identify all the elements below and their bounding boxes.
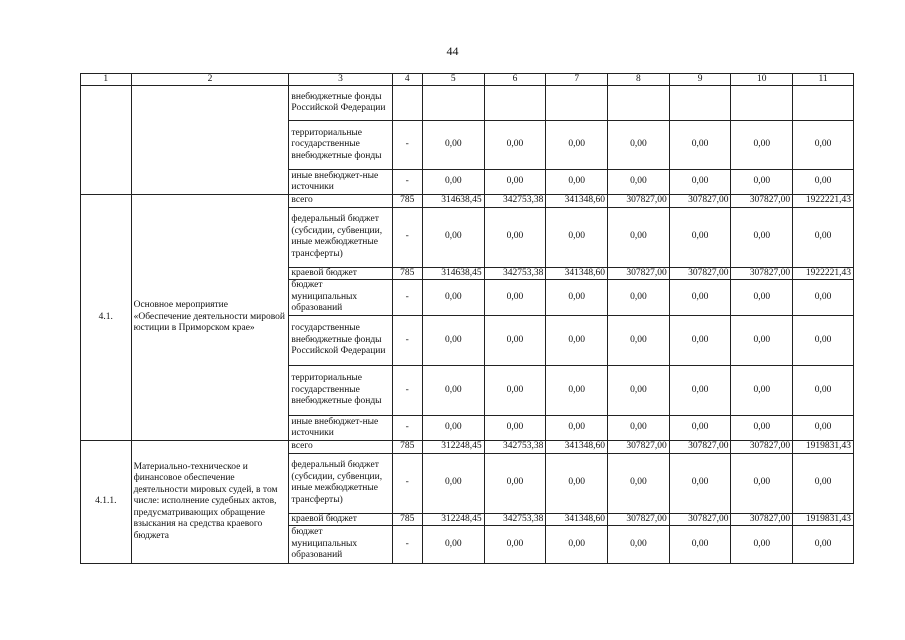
code-cell: 4.1. xyxy=(81,195,132,441)
table-cell: - xyxy=(392,526,422,564)
empty-cell xyxy=(546,86,608,121)
table-cell: 307827,00 xyxy=(608,195,670,208)
table-cell: - xyxy=(392,366,422,416)
table-cell: 0,00 xyxy=(731,207,793,267)
table-cell: 341348,60 xyxy=(546,441,608,454)
source-cell: федеральный бюджет (субсидии, субвенции, иные межбюджетные трансферты) xyxy=(289,207,392,267)
table-cell: 0,00 xyxy=(422,207,484,267)
table-cell: 0,00 xyxy=(546,170,608,195)
table-cell: 0,00 xyxy=(422,170,484,195)
table-cell: 785 xyxy=(392,267,422,280)
table-cell: 314638,45 xyxy=(422,195,484,208)
table-cell: 0,00 xyxy=(669,366,731,416)
event-cell: Основное мероприятие «Обеспечение деятельности мировой юстиции в Приморском крае» xyxy=(131,195,289,441)
empty-cell xyxy=(392,86,422,121)
table-cell: 0,00 xyxy=(793,280,854,316)
table-cell: 307827,00 xyxy=(731,195,793,208)
table-cell: 0,00 xyxy=(608,526,670,564)
col-header-3: 3 xyxy=(289,74,392,86)
header-row xyxy=(81,74,854,86)
table-cell: 0,00 xyxy=(484,170,546,195)
table-cell: - xyxy=(392,207,422,267)
col-header-9: 9 xyxy=(669,74,731,86)
table-cell: 342753,38 xyxy=(484,441,546,454)
table-cell: 0,00 xyxy=(669,453,731,513)
col-header-2: 2 xyxy=(131,74,289,86)
table-cell: 785 xyxy=(392,195,422,208)
col-header-6: 6 xyxy=(484,74,546,86)
empty-cell xyxy=(608,86,670,121)
table-cell: 307827,00 xyxy=(669,441,731,454)
empty-cell xyxy=(669,86,731,121)
table-cell: 342753,38 xyxy=(484,513,546,526)
budget-table xyxy=(80,73,854,564)
table-cell: 307827,00 xyxy=(731,513,793,526)
table-cell: 307827,00 xyxy=(669,513,731,526)
table-cell: 1922221,43 xyxy=(793,267,854,280)
source-cell: иные внебюджет-ные источники xyxy=(289,170,392,195)
table-cell: - xyxy=(392,416,422,441)
table-cell: 0,00 xyxy=(793,170,854,195)
table-cell: 341348,60 xyxy=(546,195,608,208)
source-cell: внебюджетные фонды Российской Федерации xyxy=(289,86,392,121)
table-cell: 342753,38 xyxy=(484,267,546,280)
event-cell xyxy=(131,86,289,195)
empty-cell xyxy=(484,86,546,121)
source-cell: всего xyxy=(289,195,392,208)
table-cell: 1919831,43 xyxy=(793,441,854,454)
table-cell: 0,00 xyxy=(793,366,854,416)
table-cell: 0,00 xyxy=(484,526,546,564)
table-cell: 0,00 xyxy=(484,416,546,441)
table-cell: 0,00 xyxy=(731,416,793,441)
page-number: 44 xyxy=(446,44,459,58)
table-cell: 0,00 xyxy=(422,416,484,441)
table-cell: 0,00 xyxy=(546,416,608,441)
table-row xyxy=(81,195,854,208)
source-cell: всего xyxy=(289,441,392,454)
table-cell: - xyxy=(392,453,422,513)
table-cell: 0,00 xyxy=(731,366,793,416)
table-cell: 0,00 xyxy=(793,316,854,366)
table-cell: 312248,45 xyxy=(422,513,484,526)
table-cell: 0,00 xyxy=(546,526,608,564)
table-cell: 307827,00 xyxy=(669,195,731,208)
table-cell: 314638,45 xyxy=(422,267,484,280)
table-cell: 0,00 xyxy=(669,316,731,366)
source-cell: краевой бюджет xyxy=(289,513,392,526)
table-cell: 307827,00 xyxy=(731,267,793,280)
table-cell: - xyxy=(392,280,422,316)
code-cell: 4.1.1. xyxy=(81,441,132,564)
table-cell: 0,00 xyxy=(669,170,731,195)
table-cell: 0,00 xyxy=(608,207,670,267)
table-cell: 0,00 xyxy=(484,121,546,170)
source-cell: краевой бюджет xyxy=(289,267,392,280)
table-cell: 0,00 xyxy=(422,280,484,316)
table-cell: 0,00 xyxy=(608,170,670,195)
table-cell: 0,00 xyxy=(608,280,670,316)
empty-cell xyxy=(422,86,484,121)
table-cell: 307827,00 xyxy=(731,441,793,454)
event-cell: Материально-техническое и финансовое обеспечение деятельности мировых судей, в том числе: исполнение судебных актов, предусматривающих обращение взыскания на средства краевого бюджета xyxy=(131,441,289,564)
source-cell: федеральный бюджет (субсидии, субвенции, иные межбюджетные трансферты) xyxy=(289,453,392,513)
col-header-11: 11 xyxy=(793,74,854,86)
table-cell: 0,00 xyxy=(731,526,793,564)
table-cell: 0,00 xyxy=(731,170,793,195)
table-cell: - xyxy=(392,316,422,366)
table-cell: 0,00 xyxy=(546,453,608,513)
table-cell: 0,00 xyxy=(731,121,793,170)
table-cell: 1922221,43 xyxy=(793,195,854,208)
table-cell: 0,00 xyxy=(546,316,608,366)
table-cell: 0,00 xyxy=(731,280,793,316)
table-cell: 0,00 xyxy=(546,121,608,170)
source-cell: территориальные государственные внебюджетные фонды xyxy=(289,121,392,170)
table-cell: 0,00 xyxy=(422,366,484,416)
empty-cell xyxy=(793,86,854,121)
table-cell: 785 xyxy=(392,441,422,454)
table-cell: 0,00 xyxy=(669,416,731,441)
table-cell: 341348,60 xyxy=(546,513,608,526)
source-cell: территориальные государственные внебюджетные фонды xyxy=(289,366,392,416)
table-cell: 0,00 xyxy=(546,280,608,316)
table-cell: 0,00 xyxy=(484,316,546,366)
table-cell: 0,00 xyxy=(731,453,793,513)
table-cell: 0,00 xyxy=(731,316,793,366)
col-header-10: 10 xyxy=(731,74,793,86)
source-cell: бюджет муниципальных образований xyxy=(289,280,392,316)
table-cell: 0,00 xyxy=(546,207,608,267)
col-header-7: 7 xyxy=(546,74,608,86)
table-cell: - xyxy=(392,121,422,170)
table-cell: 0,00 xyxy=(793,416,854,441)
table-cell: 0,00 xyxy=(422,453,484,513)
table-cell: 0,00 xyxy=(422,121,484,170)
table-cell: 1919831,43 xyxy=(793,513,854,526)
table-cell: 0,00 xyxy=(793,453,854,513)
empty-cell xyxy=(731,86,793,121)
table-cell: 0,00 xyxy=(669,207,731,267)
col-header-5: 5 xyxy=(422,74,484,86)
col-header-1: 1 xyxy=(81,74,132,86)
table-cell: 0,00 xyxy=(422,316,484,366)
table-cell: 0,00 xyxy=(608,416,670,441)
table-row xyxy=(81,441,854,454)
table-cell: 0,00 xyxy=(793,526,854,564)
table-cell: - xyxy=(392,170,422,195)
table-row xyxy=(81,86,854,121)
table-cell: 0,00 xyxy=(546,366,608,416)
table-cell: 0,00 xyxy=(608,453,670,513)
table-cell: 307827,00 xyxy=(608,513,670,526)
table-cell: 0,00 xyxy=(669,526,731,564)
table-cell: 0,00 xyxy=(484,280,546,316)
table-cell: 0,00 xyxy=(793,207,854,267)
table-cell: 0,00 xyxy=(484,207,546,267)
col-header-4: 4 xyxy=(392,74,422,86)
col-header-8: 8 xyxy=(608,74,670,86)
table-cell: 0,00 xyxy=(608,366,670,416)
table-cell: 0,00 xyxy=(608,121,670,170)
table-cell: 307827,00 xyxy=(608,267,670,280)
table-cell: 0,00 xyxy=(608,316,670,366)
table-cell: 307827,00 xyxy=(608,441,670,454)
source-cell: государственные внебюджетные фонды Российской Федерации xyxy=(289,316,392,366)
table-cell: 0,00 xyxy=(669,121,731,170)
table-cell: 342753,38 xyxy=(484,195,546,208)
table-cell: 0,00 xyxy=(484,366,546,416)
source-cell: иные внебюджет-ные источники xyxy=(289,416,392,441)
table-cell: 0,00 xyxy=(669,280,731,316)
table-cell: 312248,45 xyxy=(422,441,484,454)
code-cell xyxy=(81,86,132,195)
table-cell: 785 xyxy=(392,513,422,526)
table-cell: 0,00 xyxy=(793,121,854,170)
table-cell: 0,00 xyxy=(422,526,484,564)
source-cell: бюджет муниципальных образований xyxy=(289,526,392,564)
table-cell: 341348,60 xyxy=(546,267,608,280)
table-cell: 0,00 xyxy=(484,453,546,513)
table-cell: 307827,00 xyxy=(669,267,731,280)
